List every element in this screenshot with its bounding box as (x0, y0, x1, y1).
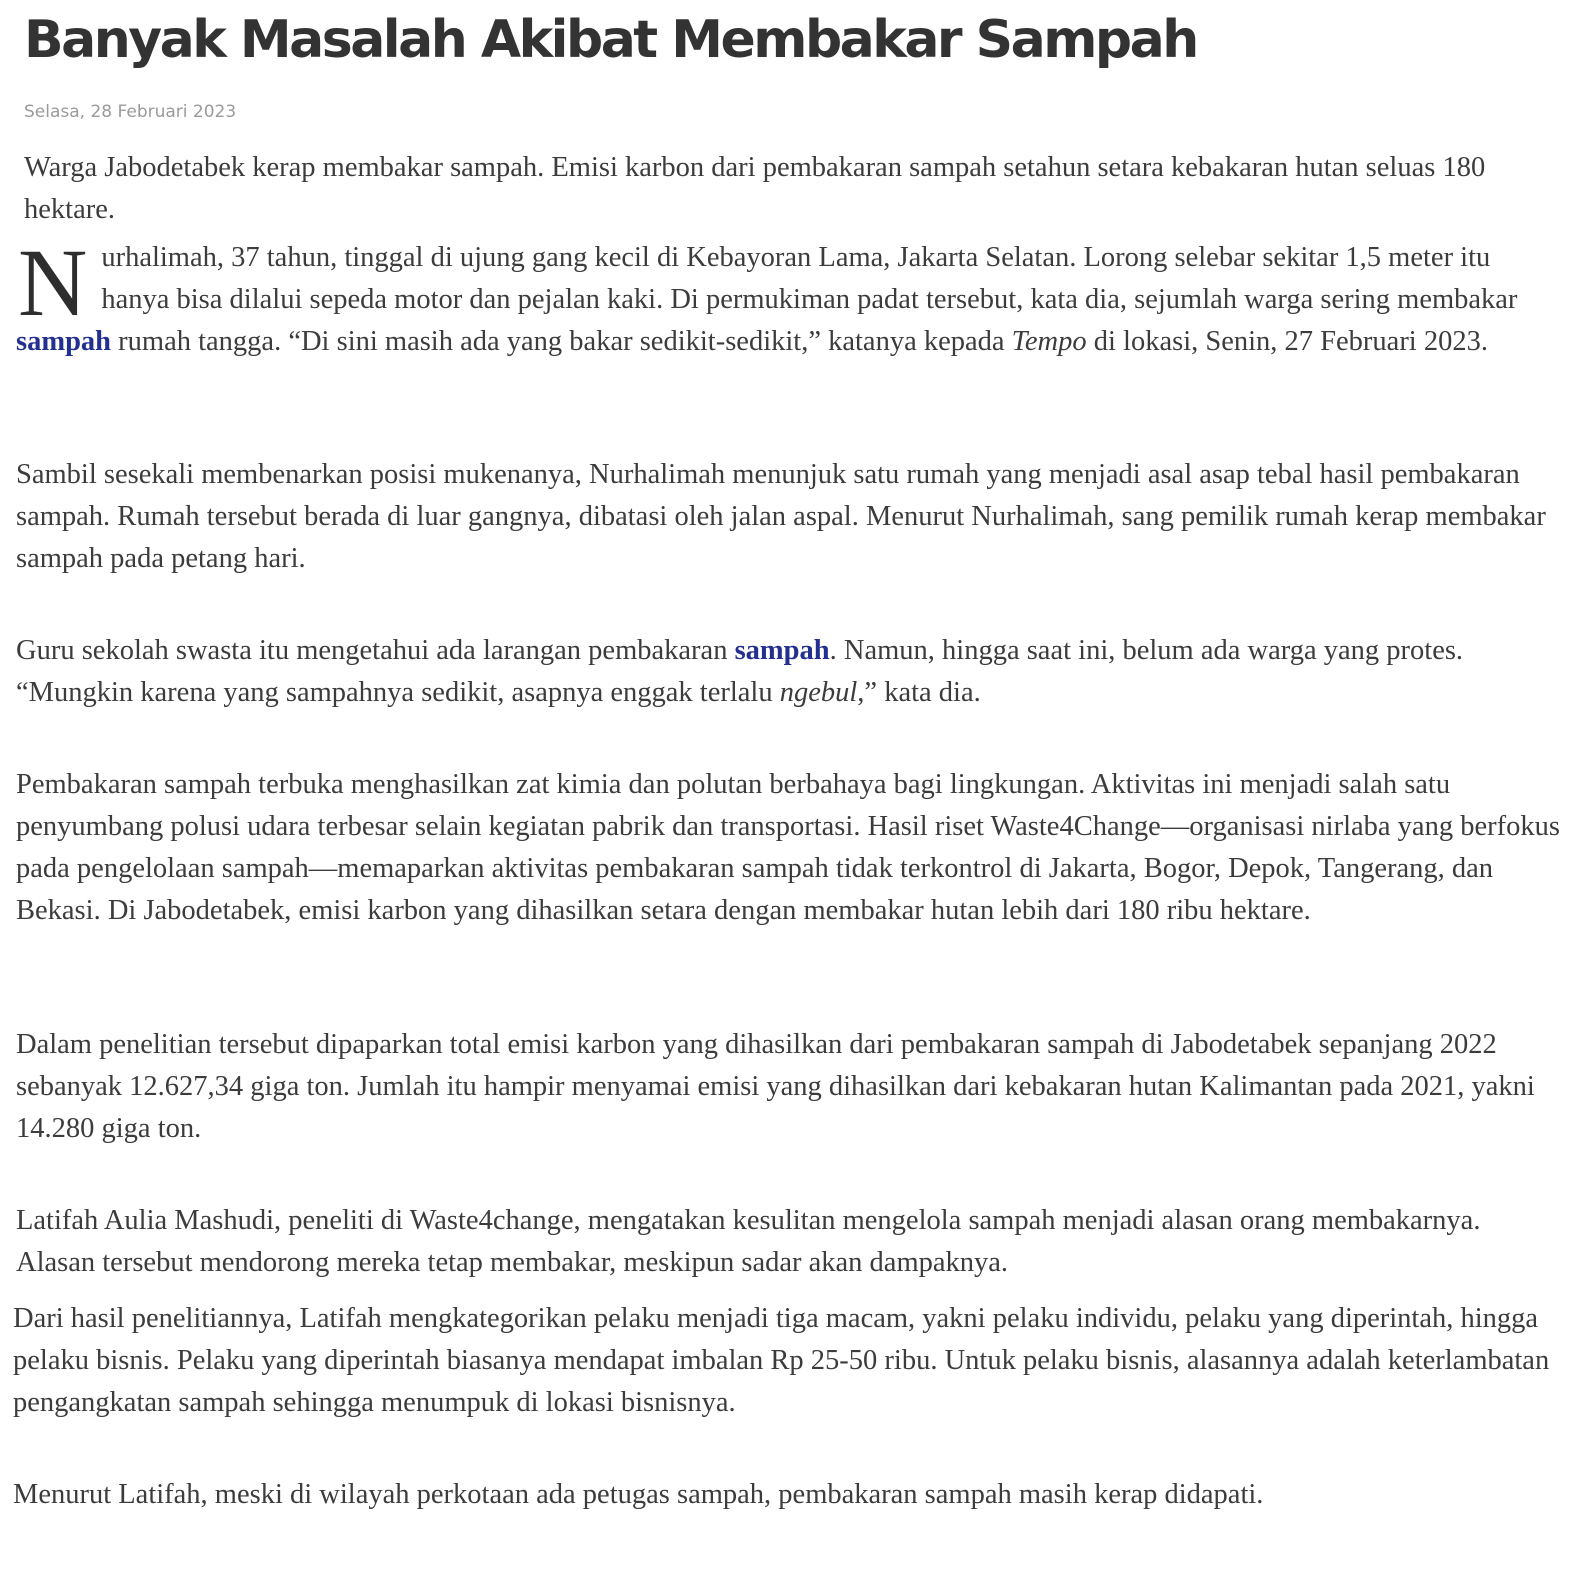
paragraph-2: Sambil sesekali membenarkan posisi mukenanya, Nurhalimah menunjuk satu rumah yang menjadi asal asap tebal hasil pembakaran sampah. Rumah tersebut berada di luar gangnya, dibatasi oleh jalan aspal. Menurut Nurhalimah, sang pemilik rumah kerap membakar sampah pada petang hari. (16, 459, 1546, 574)
article-title: Banyak Masalah Akibat Membakar Sampah (24, 10, 1197, 70)
article-lead: Warga Jabodetabek kerap membakar sampah. Emisi karbon dari pembakaran sampah setahun setara kebakaran hutan seluas 180 hektare. (24, 152, 1486, 225)
paragraph-6: Latifah Aulia Mashudi, peneliti di Waste4change, mengatakan kesulitan mengelola sampah menjadi alasan orang membakarnya. Alasan tersebut mendorong mereka tetap membakar, meskipun sadar akan dampaknya. (16, 1205, 1481, 1278)
paragraph-3-text-c: ,” kata dia. (857, 677, 981, 708)
paragraph-1-text-b: rumah tangga. “Di sini masih ada yang bakar sedikit-sedikit,” katanya kepada (111, 326, 1012, 357)
paragraph-4: Pembakaran sampah terbuka menghasilkan zat kimia dan polutan berbahaya bagi lingkungan. Aktivitas ini menjadi salah satu penyumbang polusi udara terbesar selain kegiatan pabrik dan transportasi. Hasil riset Waste4Change—organisasi nirlaba yang berfokus pada pengelolaan sampah—memaparkan aktivitas pembakaran sampah tidak terkontrol di Jakarta, Bogor, Depok, Tangerang, dan Bekasi. Di Jabodetabek, emisi karbon yang dihasilkan setara dengan membakar hutan lebih dari 180 ribu hektare. (16, 769, 1560, 926)
paragraph-1 (16, 229, 1561, 363)
paragraph-3 (16, 630, 1556, 714)
paragraph-7: Dari hasil penelitiannya, Latifah mengkategorikan pelaku menjadi tiga macam, yakni pelaku individu, pelaku yang diperintah, hingga pelaku bisnis. Pelaku yang diperintah biasanya mendapat imbalan Rp 25-50 ribu. Untuk pelaku bisnis, alasannya adalah keterlambatan pengangkatan sampah sehingga menumpuk di lokasi bisnisnya. (13, 1303, 1550, 1418)
sampah-link[interactable]: sampah (734, 635, 830, 666)
ngebul-italic: ngebul (779, 677, 858, 708)
sampah-link[interactable]: sampah (16, 326, 112, 357)
paragraph-8: Menurut Latifah, meski di wilayah perkotaan ada petugas sampah, pembakaran sampah masih kerap didapati. (13, 1479, 1264, 1510)
drop-cap: N (18, 229, 88, 336)
publish-date: Selasa, 28 Februari 2023 (24, 102, 237, 122)
paragraph-1-text-a: urhalimah, 37 tahun, tinggal di ujung gang kecil di Kebayoran Lama, Jakarta Selatan. Lorong selebar sekitar 1,5 meter itu hanya bisa dilalui sepeda motor dan pejalan kaki. Di permukiman padat tersebut, kata dia, sejumlah warga sering membakar (101, 242, 1518, 315)
paragraph-3-text-a: Guru sekolah swasta itu mengetahui ada larangan pembakaran (16, 635, 735, 666)
tempo-italic: Tempo (1011, 326, 1087, 357)
paragraph-1-text-c: di lokasi, Senin, 27 Februari 2023. (1086, 326, 1488, 357)
paragraph-5: Dalam penelitian tersebut dipaparkan total emisi karbon yang dihasilkan dari pembakaran sampah di Jabodetabek sepanjang 2022 sebanyak 12.627,34 giga ton. Jumlah itu hampir menyamai emisi yang dihasilkan dari kebakaran hutan Kalimantan pada 2021, yakni 14.280 giga ton. (16, 1029, 1535, 1144)
paragraph-3-text-b: . Namun, hingga saat ini, belum ada warga yang protes. “Mungkin karena yang sampahnya sedikit, asapnya enggak terlalu (16, 635, 1464, 708)
